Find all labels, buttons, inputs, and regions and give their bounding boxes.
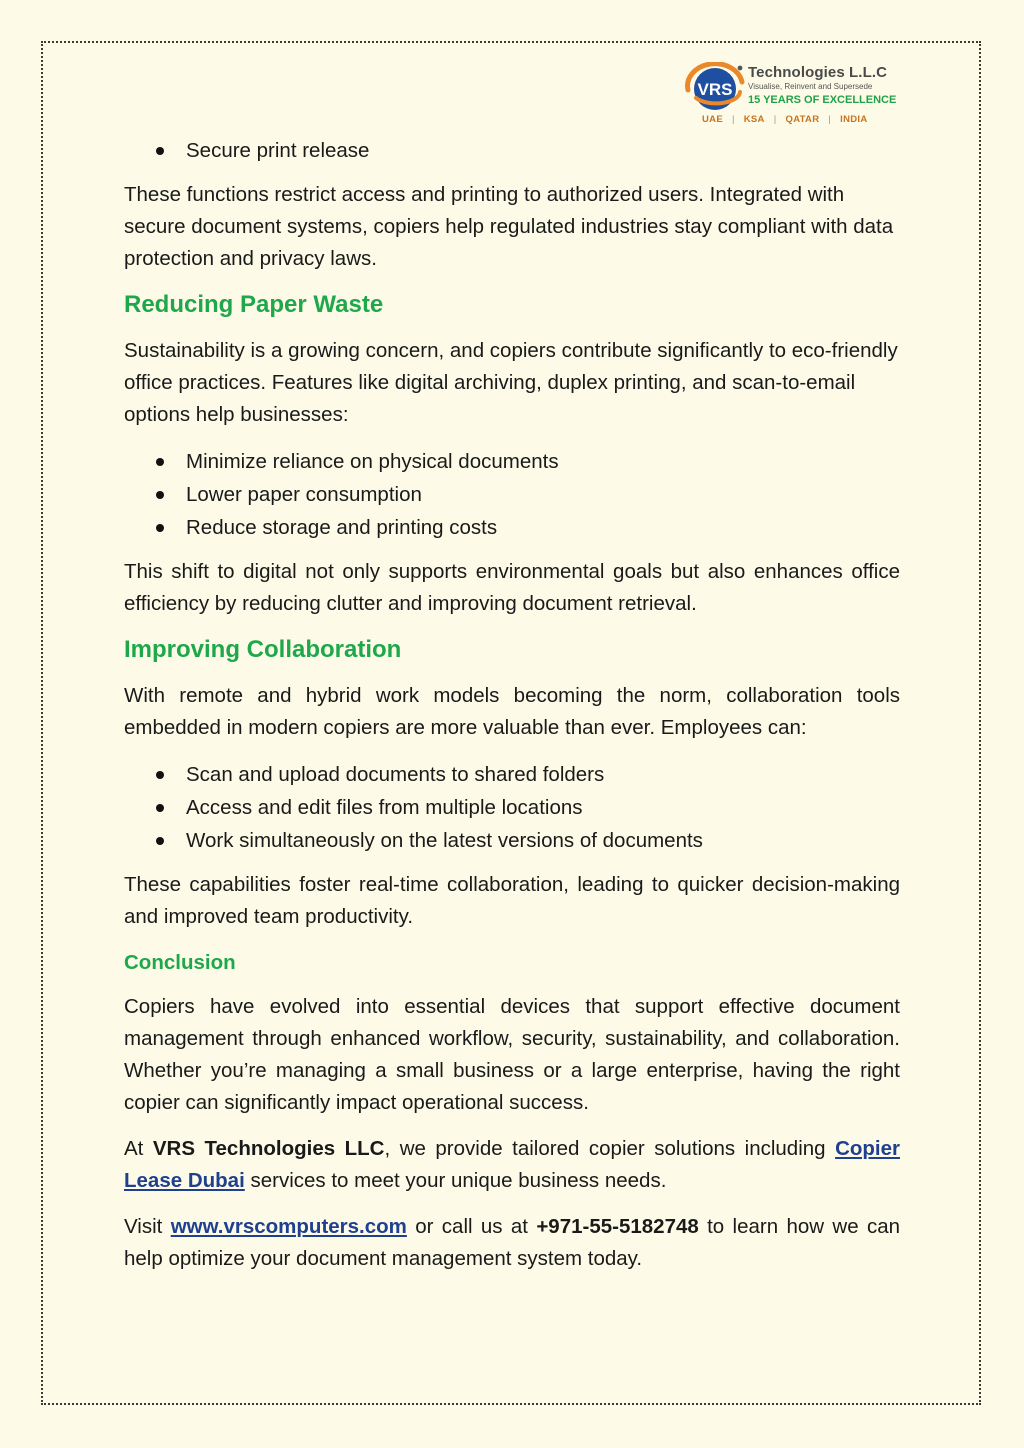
logo-years: 15 YEARS OF EXCELLENCE bbox=[748, 94, 897, 106]
logo-tagline: Visualise, Reinvent and Supersede bbox=[748, 82, 873, 91]
website-link[interactable]: www.vrscomputers.com bbox=[170, 1215, 407, 1238]
visit-middle: or call us at bbox=[406, 1215, 537, 1238]
heading-improving-collaboration: Improving Collaboration bbox=[124, 636, 402, 663]
paper-paragraph: Sustainability is a growing concern, and copiers contribute significantly to eco-friendly office practices. Features like digital archiving, duplex printing, and scan-to-email options help businesses: bbox=[124, 339, 898, 426]
offer-middle: , we provide tailored copier solutions including bbox=[384, 1137, 836, 1160]
region-uae: UAE bbox=[702, 114, 723, 125]
list-item: Reduce storage and printing costs bbox=[186, 511, 900, 544]
paper-list bbox=[124, 445, 900, 544]
list-item: Lower paper consumption bbox=[186, 478, 900, 511]
company-logo bbox=[682, 62, 902, 130]
offer-suffix: services to meet your unique business needs. bbox=[244, 1169, 667, 1192]
list-item: Scan and upload documents to shared folders bbox=[186, 758, 900, 791]
paper-closing: This shift to digital not only supports environmental goals but also enhances office efficiency by reducing clutter and improving document retrieval. bbox=[124, 560, 900, 615]
logo-regions: UAE | KSA | QATAR | INDIA bbox=[702, 114, 868, 125]
visit-paragraph bbox=[124, 1211, 900, 1275]
logo-emblem-text: VRS bbox=[697, 80, 733, 99]
region-qatar: QATAR bbox=[785, 114, 820, 125]
vrs-emblem-icon bbox=[682, 62, 748, 114]
intro-paragraph: These functions restrict access and printing to authorized users. Integrated with secure document systems, copiers help regulated industries stay compliant with data protection and privacy laws. bbox=[124, 183, 894, 270]
offer-prefix: At bbox=[124, 1137, 153, 1160]
list-item: Secure print release bbox=[186, 134, 900, 167]
logo-company-name: Technologies L.L.C bbox=[748, 64, 888, 81]
collab-paragraph: With remote and hybrid work models becoming the norm, collaboration tools embedded in modern copiers are more valuable than ever. Employees can: bbox=[124, 684, 900, 739]
list-item: Work simultaneously on the latest versions of documents bbox=[186, 824, 900, 857]
heading-reducing-paper-waste: Reducing Paper Waste bbox=[124, 291, 384, 318]
collab-closing: These capabilities foster real-time collaboration, leading to quicker decision-making and improved team productivity. bbox=[124, 873, 900, 928]
copier-lease-dubai-link[interactable]: Copier Lease Dubai bbox=[124, 1137, 900, 1192]
visit-prefix: Visit bbox=[124, 1215, 171, 1238]
region-ksa: KSA bbox=[743, 114, 765, 125]
list-item: Access and edit files from multiple locations bbox=[186, 791, 900, 824]
company-name: VRS Technologies LLC bbox=[152, 1137, 385, 1160]
list-item: Minimize reliance on physical documents bbox=[186, 445, 900, 478]
region-india: INDIA bbox=[840, 114, 868, 125]
phone-number: +971-55-5182748 bbox=[536, 1215, 699, 1238]
collab-list bbox=[124, 758, 900, 857]
conclusion-paragraph: Copiers have evolved into essential devices that support effective document management through enhanced workflow, security, sustainability, and collaboration. Whether you’re managing a small business or a large enterprise, having the right copier can significantly impact operational success. bbox=[124, 995, 900, 1114]
intro-list bbox=[124, 134, 900, 167]
document-body bbox=[124, 134, 900, 1289]
visit-suffix: to learn how we can help optimize your document management system today. bbox=[124, 1215, 901, 1270]
offer-paragraph bbox=[124, 1133, 900, 1197]
heading-conclusion: Conclusion bbox=[124, 951, 236, 974]
logo-text bbox=[748, 64, 896, 106]
